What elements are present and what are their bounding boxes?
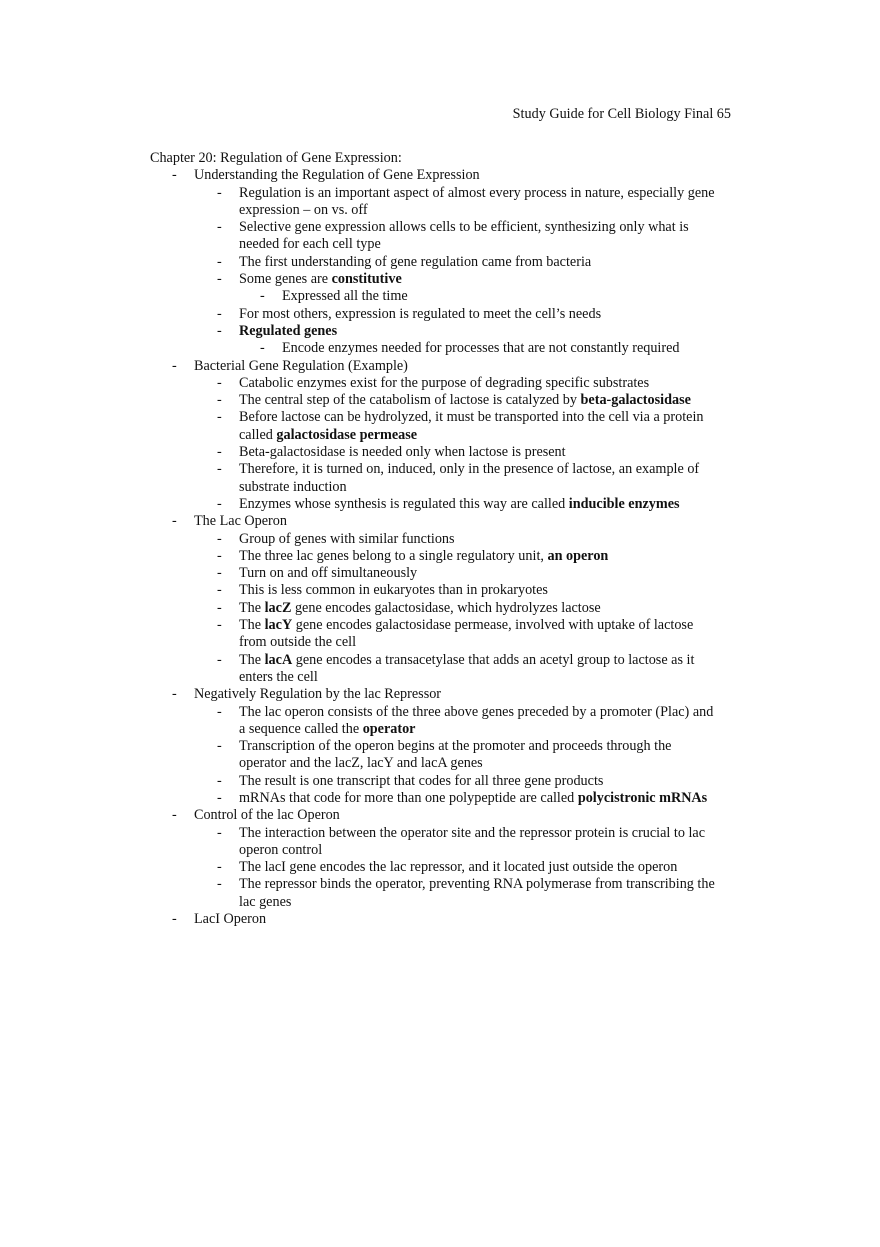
item-text-tail: gene encodes galactosidase permease, involved with uptake of lactose from outside the cell <box>239 617 694 651</box>
bullet-item <box>150 306 719 323</box>
bullet-dash: - <box>217 599 222 616</box>
section-heading <box>150 807 740 824</box>
key-term: polycistronic mRNAs <box>577 789 708 806</box>
bullet-dash: - <box>217 322 222 339</box>
bullet-dash: - <box>217 305 222 322</box>
item-text: The result is one transcript that codes for all three gene products <box>239 772 604 789</box>
item-text: Catabolic enzymes exist for the purpose of degrading specific substrates <box>239 374 650 391</box>
item-text: Expressed all the time <box>282 288 408 305</box>
bullet-item <box>150 790 719 807</box>
bullet-dash: - <box>217 271 222 288</box>
bullet-item <box>150 185 719 220</box>
bullet-dash: - <box>217 738 222 755</box>
key-term: Regulated genes <box>239 322 338 339</box>
sub-bullet-item <box>150 340 740 357</box>
section-heading <box>150 358 740 375</box>
bullet-dash: - <box>217 547 222 564</box>
key-term: galactosidase permease <box>276 426 418 443</box>
bullet-item <box>150 582 719 599</box>
section-heading <box>150 911 740 928</box>
item-text: This is less common in eukaryotes than in prokaryotes <box>239 582 548 599</box>
section-heading-text: LacI Operon <box>194 911 267 928</box>
bullet-dash: - <box>217 703 222 720</box>
section-heading <box>150 513 740 530</box>
bullet-item <box>150 738 719 773</box>
bullet-item <box>150 409 719 444</box>
bullet-item <box>150 254 719 271</box>
item-text: Some genes are <box>239 271 332 288</box>
outline <box>150 167 740 928</box>
bullet-item <box>150 392 719 409</box>
bullet-item <box>150 773 719 790</box>
key-term: lacA <box>264 651 293 668</box>
item-text: The <box>239 599 265 616</box>
section-heading <box>150 167 740 184</box>
bullet-item <box>150 704 719 739</box>
section-heading-text: The Lac Operon <box>194 513 287 530</box>
bullet-item <box>150 219 719 254</box>
bullet-dash: - <box>260 340 265 357</box>
bullet-item <box>150 876 719 911</box>
bullet-item <box>150 565 719 582</box>
item-text: The first understanding of gene regulation came from bacteria <box>239 253 592 270</box>
bullet-dash: - <box>172 911 177 928</box>
bullet-dash: - <box>217 461 222 478</box>
bullet-dash: - <box>217 824 222 841</box>
bullet-item <box>150 600 719 617</box>
item-text: The lacI gene encodes the lac repressor, and it located just outside the operon <box>239 859 678 876</box>
bullet-dash: - <box>217 617 222 634</box>
bullet-item <box>150 652 719 687</box>
bullet-dash: - <box>217 253 222 270</box>
bullet-item <box>150 496 719 513</box>
item-text: The <box>239 651 265 668</box>
item-text: The repressor binds the operator, preventing RNA polymerase from transcribing the lac genes <box>239 876 715 910</box>
bullet-dash: - <box>217 184 222 201</box>
key-term: constitutive <box>331 271 402 288</box>
section-heading-text: Bacterial Gene Regulation (Example) <box>194 357 408 374</box>
chapter-title: Chapter 20: Regulation of Gene Expression: <box>150 150 402 166</box>
bullet-dash: - <box>217 651 222 668</box>
item-text: The <box>239 617 265 634</box>
bullet-dash: - <box>217 859 222 876</box>
item-text-tail: gene encodes a transacetylase that adds an acetyl group to lactose as it enters the cell <box>239 651 695 685</box>
bullet-dash: - <box>217 444 222 461</box>
section-heading <box>150 686 740 703</box>
item-text-tail: gene encodes galactosidase, which hydrolyzes lactose <box>291 599 601 616</box>
item-text: The central step of the catabolism of lactose is catalyzed by <box>239 392 581 409</box>
item-text: Beta-galactosidase is needed only when lactose is present <box>239 444 566 461</box>
section-heading-text: Negatively Regulation by the lac Repressor <box>194 686 442 703</box>
key-term: operator <box>362 720 416 737</box>
bullet-dash: - <box>217 409 222 426</box>
bullet-dash: - <box>217 530 222 547</box>
bullet-dash: - <box>217 565 222 582</box>
bullet-item <box>150 617 719 652</box>
item-text: Regulation is an important aspect of almost every process in nature, especially gene expression – on vs. off <box>239 184 715 218</box>
bullet-item <box>150 825 719 860</box>
page-header: Study Guide for Cell Biology Final 65 <box>512 106 731 122</box>
bullet-item <box>150 531 719 548</box>
item-text: Group of genes with similar functions <box>239 530 455 547</box>
sub-bullet-item <box>150 288 740 305</box>
key-term: beta-galactosidase <box>580 392 691 409</box>
bullet-dash: - <box>172 357 177 374</box>
item-text: mRNAs that code for more than one polypeptide are called <box>239 789 578 806</box>
section-heading-text: Understanding the Regulation of Gene Expression <box>194 167 480 184</box>
bullet-item <box>150 461 719 496</box>
bullet-dash: - <box>217 582 222 599</box>
item-text: For most others, expression is regulated to meet the cell’s needs <box>239 305 602 322</box>
bullet-dash: - <box>217 789 222 806</box>
bullet-item <box>150 375 719 392</box>
item-text: Transcription of the operon begins at the promoter and proceeds through the operator and the lacZ, lacY and lacA genes <box>239 738 672 772</box>
bullet-dash: - <box>172 807 177 824</box>
item-text: Encode enzymes needed for processes that are not constantly required <box>282 340 680 357</box>
bullet-dash: - <box>172 167 177 184</box>
key-term: lacY <box>264 617 293 634</box>
bullet-dash: - <box>260 288 265 305</box>
bullet-dash: - <box>217 219 222 236</box>
item-text: The three lac genes belong to a single regulatory unit, <box>239 547 548 564</box>
item-text: Selective gene expression allows cells to be efficient, synthesizing only what is needed for each cell type <box>239 219 689 253</box>
section-heading-text: Control of the lac Operon <box>194 807 340 824</box>
bullet-dash: - <box>172 686 177 703</box>
key-term: inducible enzymes <box>568 495 680 512</box>
key-term: lacZ <box>264 599 292 616</box>
bullet-dash: - <box>217 772 222 789</box>
bullet-dash: - <box>172 513 177 530</box>
bullet-dash: - <box>217 374 222 391</box>
bullet-dash: - <box>217 876 222 893</box>
item-text: The interaction between the operator site and the repressor protein is crucial to lac operon control <box>239 824 706 858</box>
bullet-dash: - <box>217 392 222 409</box>
bullet-item <box>150 271 719 288</box>
bullet-item <box>150 859 719 876</box>
bullet-item <box>150 323 719 340</box>
item-text: Therefore, it is turned on, induced, only in the presence of lactose, an example of substrate induction <box>239 461 700 495</box>
bullet-item <box>150 548 719 565</box>
bullet-item <box>150 444 719 461</box>
item-text: The lac operon consists of the three above genes preceded by a promoter (Plac) and a sequence called the <box>239 703 714 737</box>
bullet-dash: - <box>217 495 222 512</box>
document-body <box>150 150 740 928</box>
item-text: Enzymes whose synthesis is regulated this way are called <box>239 495 569 512</box>
item-text: Before lactose can be hydrolyzed, it must be transported into the cell via a protein called <box>239 409 704 443</box>
item-text: Turn on and off simultaneously <box>239 565 418 582</box>
key-term: an operon <box>547 547 609 564</box>
